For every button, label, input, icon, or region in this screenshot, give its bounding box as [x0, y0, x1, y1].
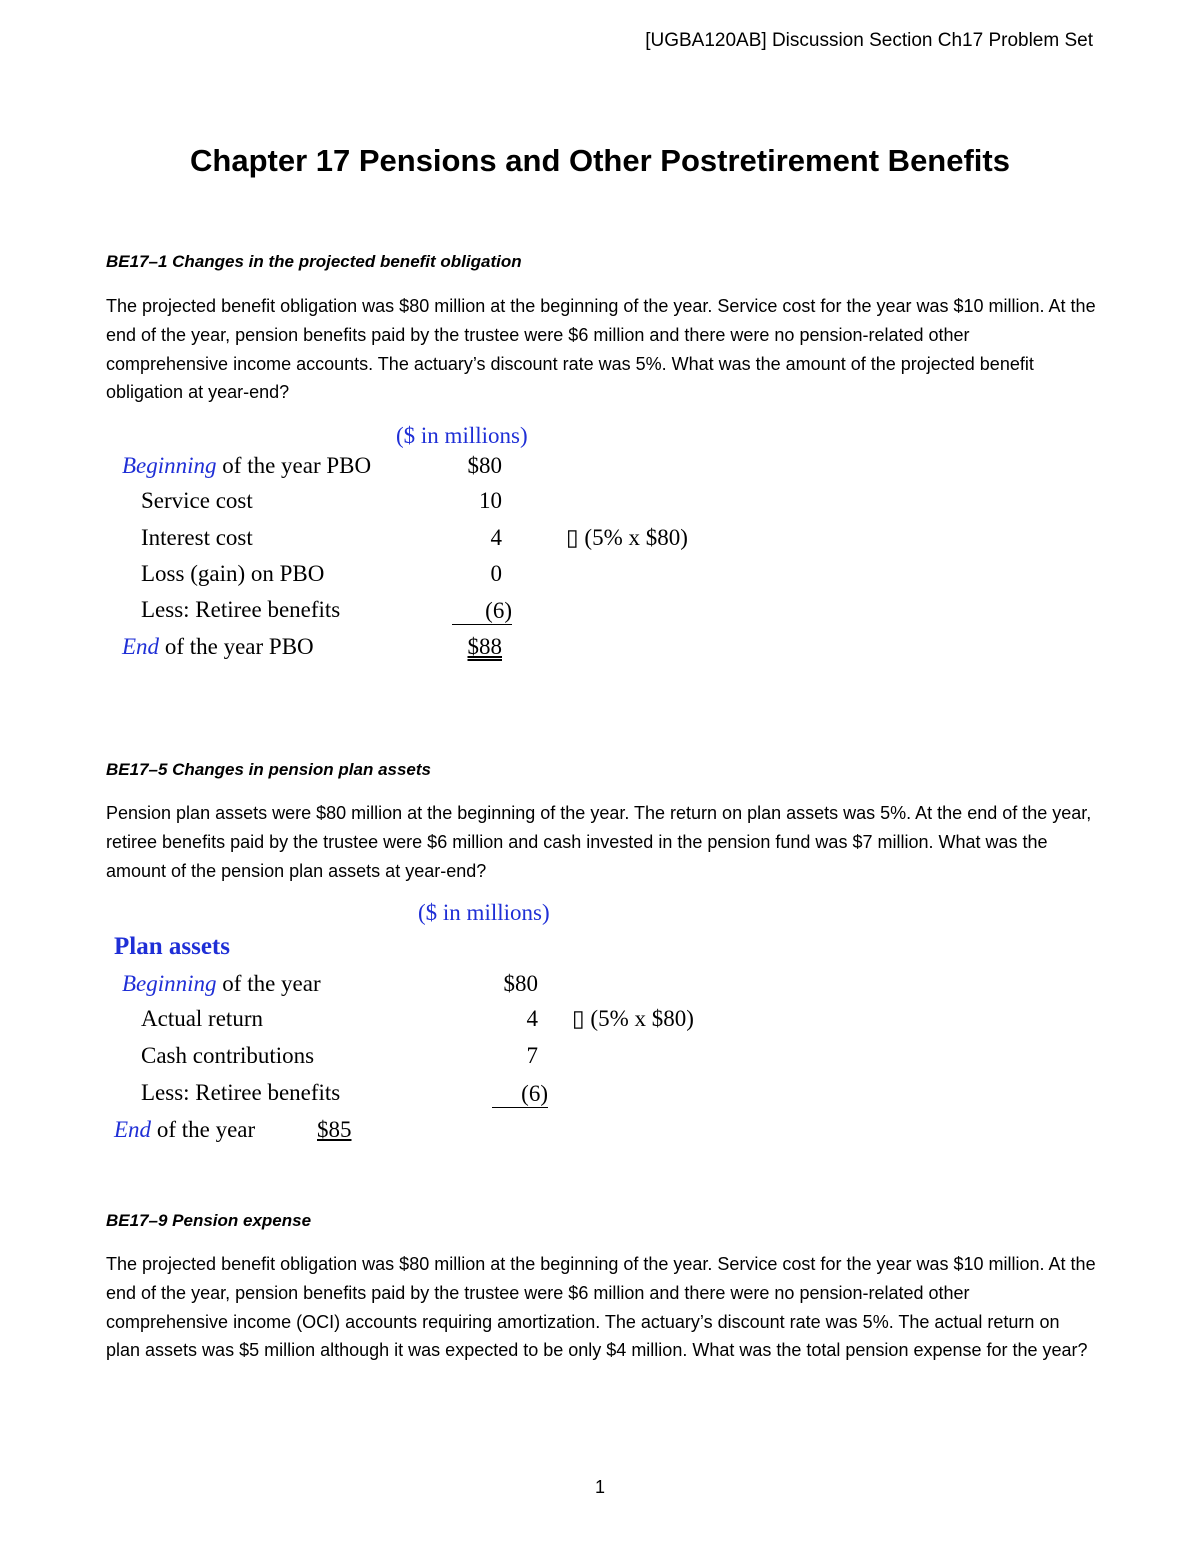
paragraph-be17-5: Pension plan assets were $80 million at the beginning of the year. The return on plan assets was 5%. At the end of the year, retiree benefits paid by the trustee were $6 million and cash invested in the pension fund was $7 million. What was the amount of the pension plan assets at year-end?	[106, 803, 1092, 881]
row-label: Less: Retiree benefits	[141, 1080, 341, 1105]
row-value: $80	[467, 453, 502, 478]
row-value: $88	[467, 634, 502, 659]
row-value: 0	[490, 561, 502, 586]
row-label	[114, 1117, 255, 1143]
arrow-glyph-icon: ▯	[572, 1006, 585, 1031]
row-label-rest: of the year	[151, 1117, 256, 1142]
row-label: Loss (gain) on PBO	[141, 561, 325, 586]
row-label	[122, 634, 314, 660]
paragraph-be17-1: The projected benefit obligation was $80 million at the beginning of the year. Service cost for the year was $10 million. At the end of the year, pension benefits paid by the trustee were $6 million and there were no pension-related other comprehensive income accounts. The actuary’s discount rate was 5%. What was the amount of the projected benefit obligation at year-end?	[106, 296, 1096, 403]
row-label-emphasis: End	[122, 634, 160, 659]
row-label-emphasis: End	[114, 1117, 152, 1142]
row-value: (6)	[492, 1080, 548, 1108]
row-label: Actual return	[141, 1006, 263, 1031]
row-label-rest: of the year PBO	[216, 453, 372, 478]
row-value: $80	[503, 971, 538, 996]
section-heading-be17-1: BE17–1 Changes in the projected benefit obligation	[106, 252, 522, 271]
page-number: 1	[594, 1477, 605, 1497]
table-subtitle: Plan assets	[114, 933, 230, 960]
row-label-rest: of the year PBO	[159, 634, 314, 659]
row-label-emphasis: Beginning	[122, 971, 217, 996]
row-value: (6)	[452, 597, 512, 625]
row-value: 4	[526, 1006, 538, 1031]
row-label-emphasis: Beginning	[122, 453, 217, 478]
row-value: 4	[490, 525, 502, 550]
row-label: Service cost	[141, 488, 253, 513]
calc-note: ▯ (5% x $80)	[572, 1006, 694, 1031]
arrow-glyph-icon: ▯	[566, 525, 579, 550]
section-heading-be17-5: BE17–5 Changes in pension plan assets	[106, 760, 432, 779]
row-value: $85	[317, 1117, 352, 1142]
units-label: ($ in millions)	[418, 900, 550, 925]
row-label: Cash contributions	[141, 1043, 315, 1068]
row-label	[122, 453, 371, 479]
page-header: [UGBA120AB] Discussion Section Ch17 Problem Set	[645, 30, 1093, 51]
row-value: 10	[479, 488, 502, 513]
units-label: ($ in millions)	[396, 423, 528, 448]
row-value: 7	[526, 1043, 538, 1068]
row-label-rest: of the year	[216, 971, 321, 996]
row-label	[122, 971, 321, 997]
row-label: Interest cost	[141, 525, 253, 550]
document-title: Chapter 17 Pensions and Other Postretirement Benefits	[190, 143, 1010, 178]
calc-note: ▯ (5% x $80)	[566, 525, 688, 550]
paragraph-be17-9: The projected benefit obligation was $80 million at the beginning of the year. Service cost for the year was $10 million. At the end of the year, pension benefits paid by the trustee were $6 million and there were no pension-related other comprehensive income (OCI) accounts requiring amortization. The actuary’s discount rate was 5%. The actual return on plan assets was $5 million although it was expected to be only $4 million. What was the total pension expense for the year?	[106, 1254, 1096, 1361]
section-heading-be17-9: BE17–9 Pension expense	[106, 1211, 312, 1230]
row-label: Less: Retiree benefits	[141, 597, 341, 622]
